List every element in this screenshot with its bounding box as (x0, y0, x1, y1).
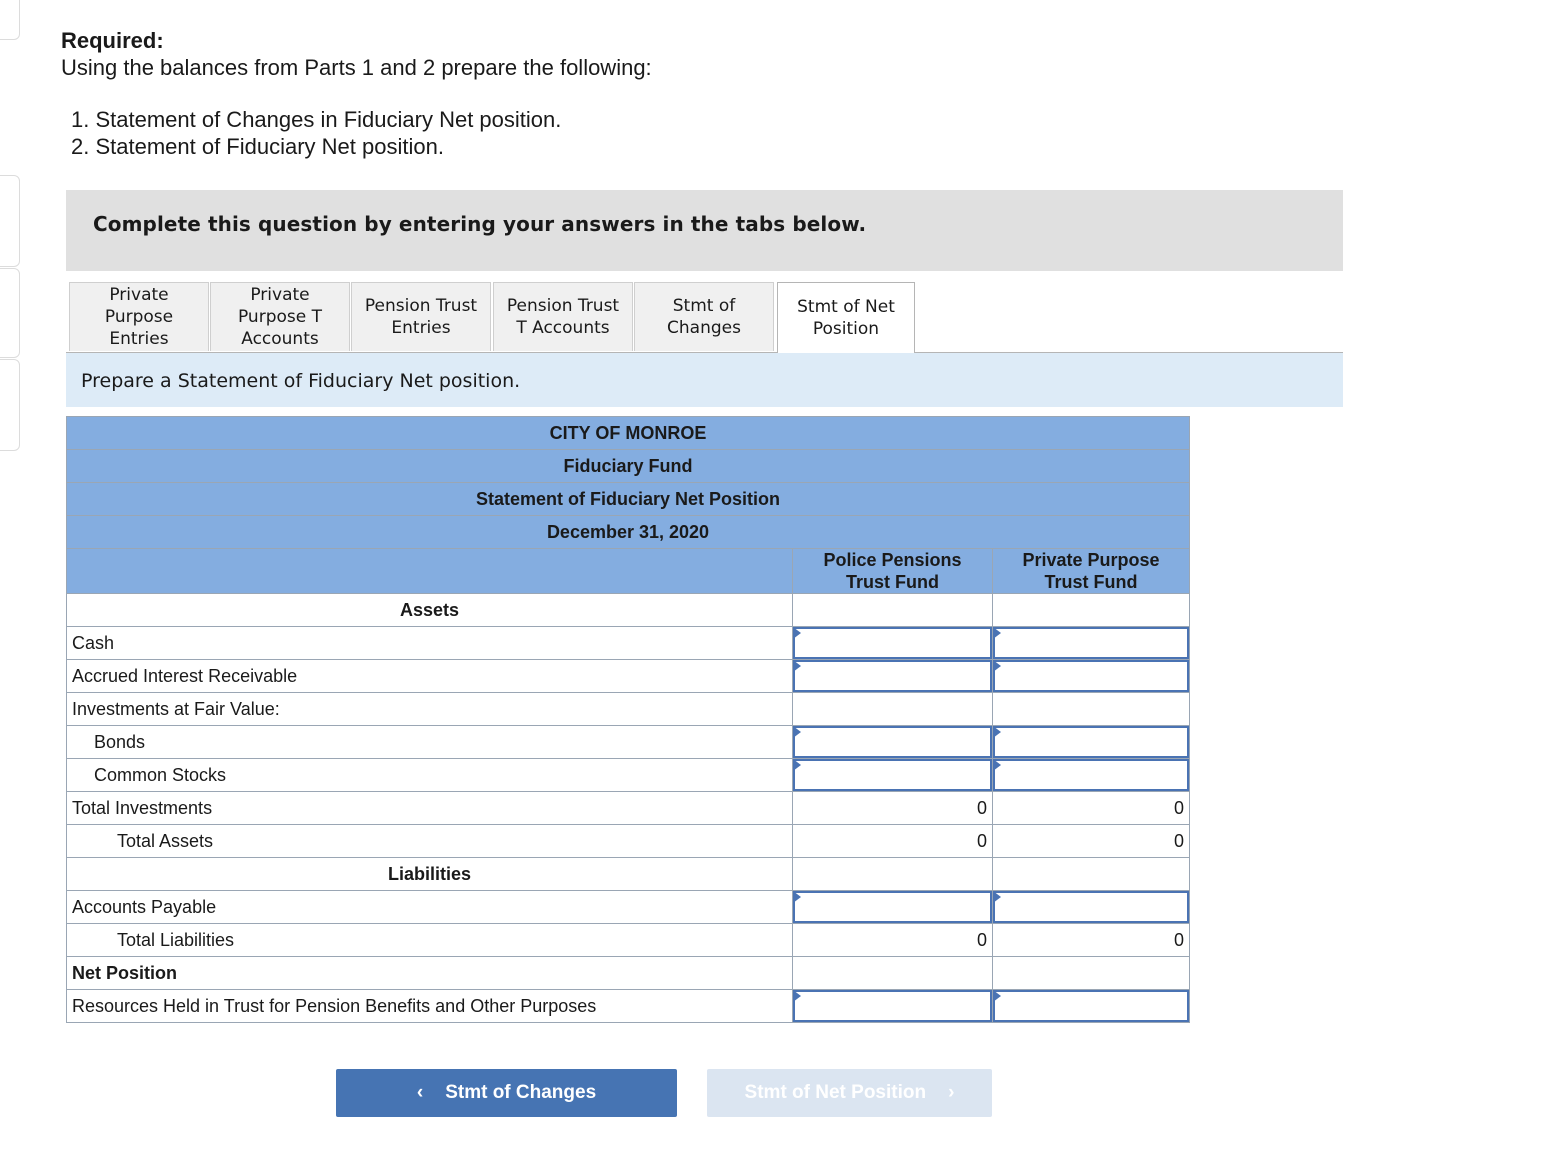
col-header-line: Police Pensions (823, 550, 962, 570)
total-liabilities-private: 0 (993, 924, 1190, 957)
bonds-private-input[interactable] (993, 726, 1189, 758)
row-label-common-stocks: Common Stocks (67, 759, 793, 792)
next-stmt-of-net-position-button[interactable] (707, 1069, 992, 1117)
table-row (67, 792, 1190, 825)
row-label-total-liabilities: Total Liabilities (67, 924, 793, 957)
edge-card (0, 0, 20, 40)
accrued-interest-police-input[interactable] (793, 660, 992, 692)
empty-cell (993, 693, 1190, 726)
empty-cell (793, 594, 993, 627)
liabilities-header: Liabilities (67, 858, 793, 891)
tab-label: Pension Trust (506, 296, 620, 316)
resources-held-police-input[interactable] (793, 990, 992, 1022)
instruction-box (66, 190, 1343, 271)
table-row (67, 990, 1190, 1023)
required-list (71, 106, 561, 160)
tab-label: T Accounts (516, 318, 610, 338)
tab-stmt-of-net-position[interactable] (777, 282, 915, 353)
common-stocks-police-input[interactable] (793, 759, 992, 791)
col-header-line: Trust Fund (846, 572, 939, 592)
cash-police-cell (793, 627, 993, 660)
input-marker-icon (993, 627, 1001, 639)
tab-pension-trust-t-accounts[interactable] (493, 282, 633, 351)
tab-bar (66, 282, 1343, 353)
header-row (67, 516, 1190, 549)
total-investments-police: 0 (793, 792, 993, 825)
resources-held-private-input[interactable] (993, 990, 1189, 1022)
header-row (67, 483, 1190, 516)
col-header-line: Private Purpose (1022, 550, 1160, 570)
tab-label: Entries (391, 318, 451, 338)
required-label: Required: (61, 28, 164, 53)
tab-label: Pension Trust (364, 296, 478, 316)
resources-private-cell (993, 990, 1190, 1023)
tab-private-purpose-t-accounts[interactable] (210, 282, 350, 351)
empty-cell (993, 858, 1190, 891)
total-liabilities-police: 0 (793, 924, 993, 957)
tab-stmt-of-changes[interactable] (634, 282, 774, 351)
payable-police-cell (793, 891, 993, 924)
bonds-police-input[interactable] (793, 726, 992, 758)
prev-button-label: Stmt of Changes (445, 1082, 597, 1103)
tab-label: Private (250, 285, 310, 305)
row-label-cash: Cash (67, 627, 793, 660)
row-label-bonds: Bonds (67, 726, 793, 759)
table-row (67, 693, 1190, 726)
tab-label: Entries (109, 329, 169, 349)
section-row (67, 594, 1190, 627)
tab-label: Purpose T (237, 307, 322, 327)
payable-private-cell (993, 891, 1190, 924)
empty-cell (793, 693, 993, 726)
tab-label: Changes (667, 318, 741, 338)
next-button-label: Stmt of Net Position (744, 1082, 927, 1103)
prepare-text: Prepare a Statement of Fiduciary Net position. (81, 370, 521, 392)
statement-title: Statement of Fiduciary Net Position (67, 483, 1190, 516)
row-label-accounts-payable: Accounts Payable (67, 891, 793, 924)
table-row (67, 891, 1190, 924)
input-marker-icon (793, 891, 801, 903)
input-marker-icon (793, 990, 801, 1002)
prepare-bar (66, 353, 1343, 407)
col-header-private-purpose (993, 549, 1190, 594)
row-label-total-investments: Total Investments (67, 792, 793, 825)
cash-police-input[interactable] (793, 627, 992, 659)
chevron-right-icon: › (948, 1082, 955, 1103)
column-header-row (67, 549, 1190, 594)
input-marker-icon (993, 990, 1001, 1002)
input-marker-icon (793, 726, 801, 738)
tab-label: Stmt of Net (797, 297, 895, 317)
edge-card (0, 359, 20, 451)
input-marker-icon (993, 759, 1001, 771)
row-label-net-position: Net Position (67, 957, 793, 990)
total-investments-private: 0 (993, 792, 1190, 825)
row-label-total-assets: Total Assets (67, 825, 793, 858)
empty-cell (993, 594, 1190, 627)
accrued-interest-private-input[interactable] (993, 660, 1189, 692)
left-edge-panel (0, 0, 20, 460)
fund-name: Fiduciary Fund (67, 450, 1190, 483)
accounts-payable-private-input[interactable] (993, 891, 1189, 923)
entity-name: CITY OF MONROE (67, 417, 1190, 450)
table-row (67, 825, 1190, 858)
tab-label: Position (812, 319, 880, 339)
stocks-police-cell (793, 759, 993, 792)
empty-cell (793, 858, 993, 891)
table-row (67, 627, 1190, 660)
table-row (67, 660, 1190, 693)
col-header-line: Trust Fund (1044, 572, 1138, 592)
tab-pension-trust-entries[interactable] (351, 282, 491, 351)
table-row (67, 726, 1190, 759)
chevron-left-icon: ‹ (416, 1082, 424, 1103)
table-row (67, 759, 1190, 792)
required-item: 2. Statement of Fiduciary Net position. (71, 134, 444, 159)
bonds-police-cell (793, 726, 993, 759)
input-marker-icon (793, 627, 801, 639)
edge-card (0, 268, 20, 358)
tab-label: Purpose (104, 307, 174, 327)
total-assets-private: 0 (993, 825, 1190, 858)
tab-label: Private (109, 285, 169, 305)
statement-date: December 31, 2020 (67, 516, 1190, 549)
resources-police-cell (793, 990, 993, 1023)
input-marker-icon (993, 891, 1001, 903)
tab-private-purpose-entries[interactable] (69, 282, 209, 351)
accounts-payable-police-input[interactable] (793, 891, 992, 923)
stocks-private-cell (993, 759, 1190, 792)
col-header-police-pensions (793, 549, 993, 594)
assets-header: Assets (67, 594, 793, 627)
total-assets-police: 0 (793, 825, 993, 858)
common-stocks-private-input[interactable] (993, 759, 1189, 791)
table-row (67, 957, 1190, 990)
input-marker-icon (793, 759, 801, 771)
required-item: 1. Statement of Changes in Fiduciary Net position. (71, 107, 562, 132)
row-label-resources-held: Resources Held in Trust for Pension Benefits and Other Purposes (67, 990, 793, 1023)
required-intro: Using the balances from Parts 1 and 2 prepare the following: (61, 55, 652, 80)
input-marker-icon (993, 726, 1001, 738)
edge-card (0, 175, 20, 267)
accrued-private-cell (993, 660, 1190, 693)
statement-table (66, 416, 1190, 1023)
row-label-investments: Investments at Fair Value: (67, 693, 793, 726)
header-row (67, 417, 1190, 450)
tab-label: Stmt of (672, 296, 736, 316)
cash-private-cell (993, 627, 1190, 660)
empty-cell (993, 957, 1190, 990)
tab-label: Accounts (241, 329, 319, 349)
input-marker-icon (993, 660, 1001, 672)
row-label-accrued-interest: Accrued Interest Receivable (67, 660, 793, 693)
instruction-text: Complete this question by entering your answers in the tabs below. (93, 212, 867, 236)
empty-header-cell (67, 549, 793, 594)
prev-stmt-of-changes-button[interactable] (336, 1069, 677, 1117)
empty-cell (793, 957, 993, 990)
header-row (67, 450, 1190, 483)
table-row (67, 924, 1190, 957)
input-marker-icon (793, 660, 801, 672)
cash-private-input[interactable] (993, 627, 1189, 659)
section-row (67, 858, 1190, 891)
accrued-police-cell (793, 660, 993, 693)
bonds-private-cell (993, 726, 1190, 759)
